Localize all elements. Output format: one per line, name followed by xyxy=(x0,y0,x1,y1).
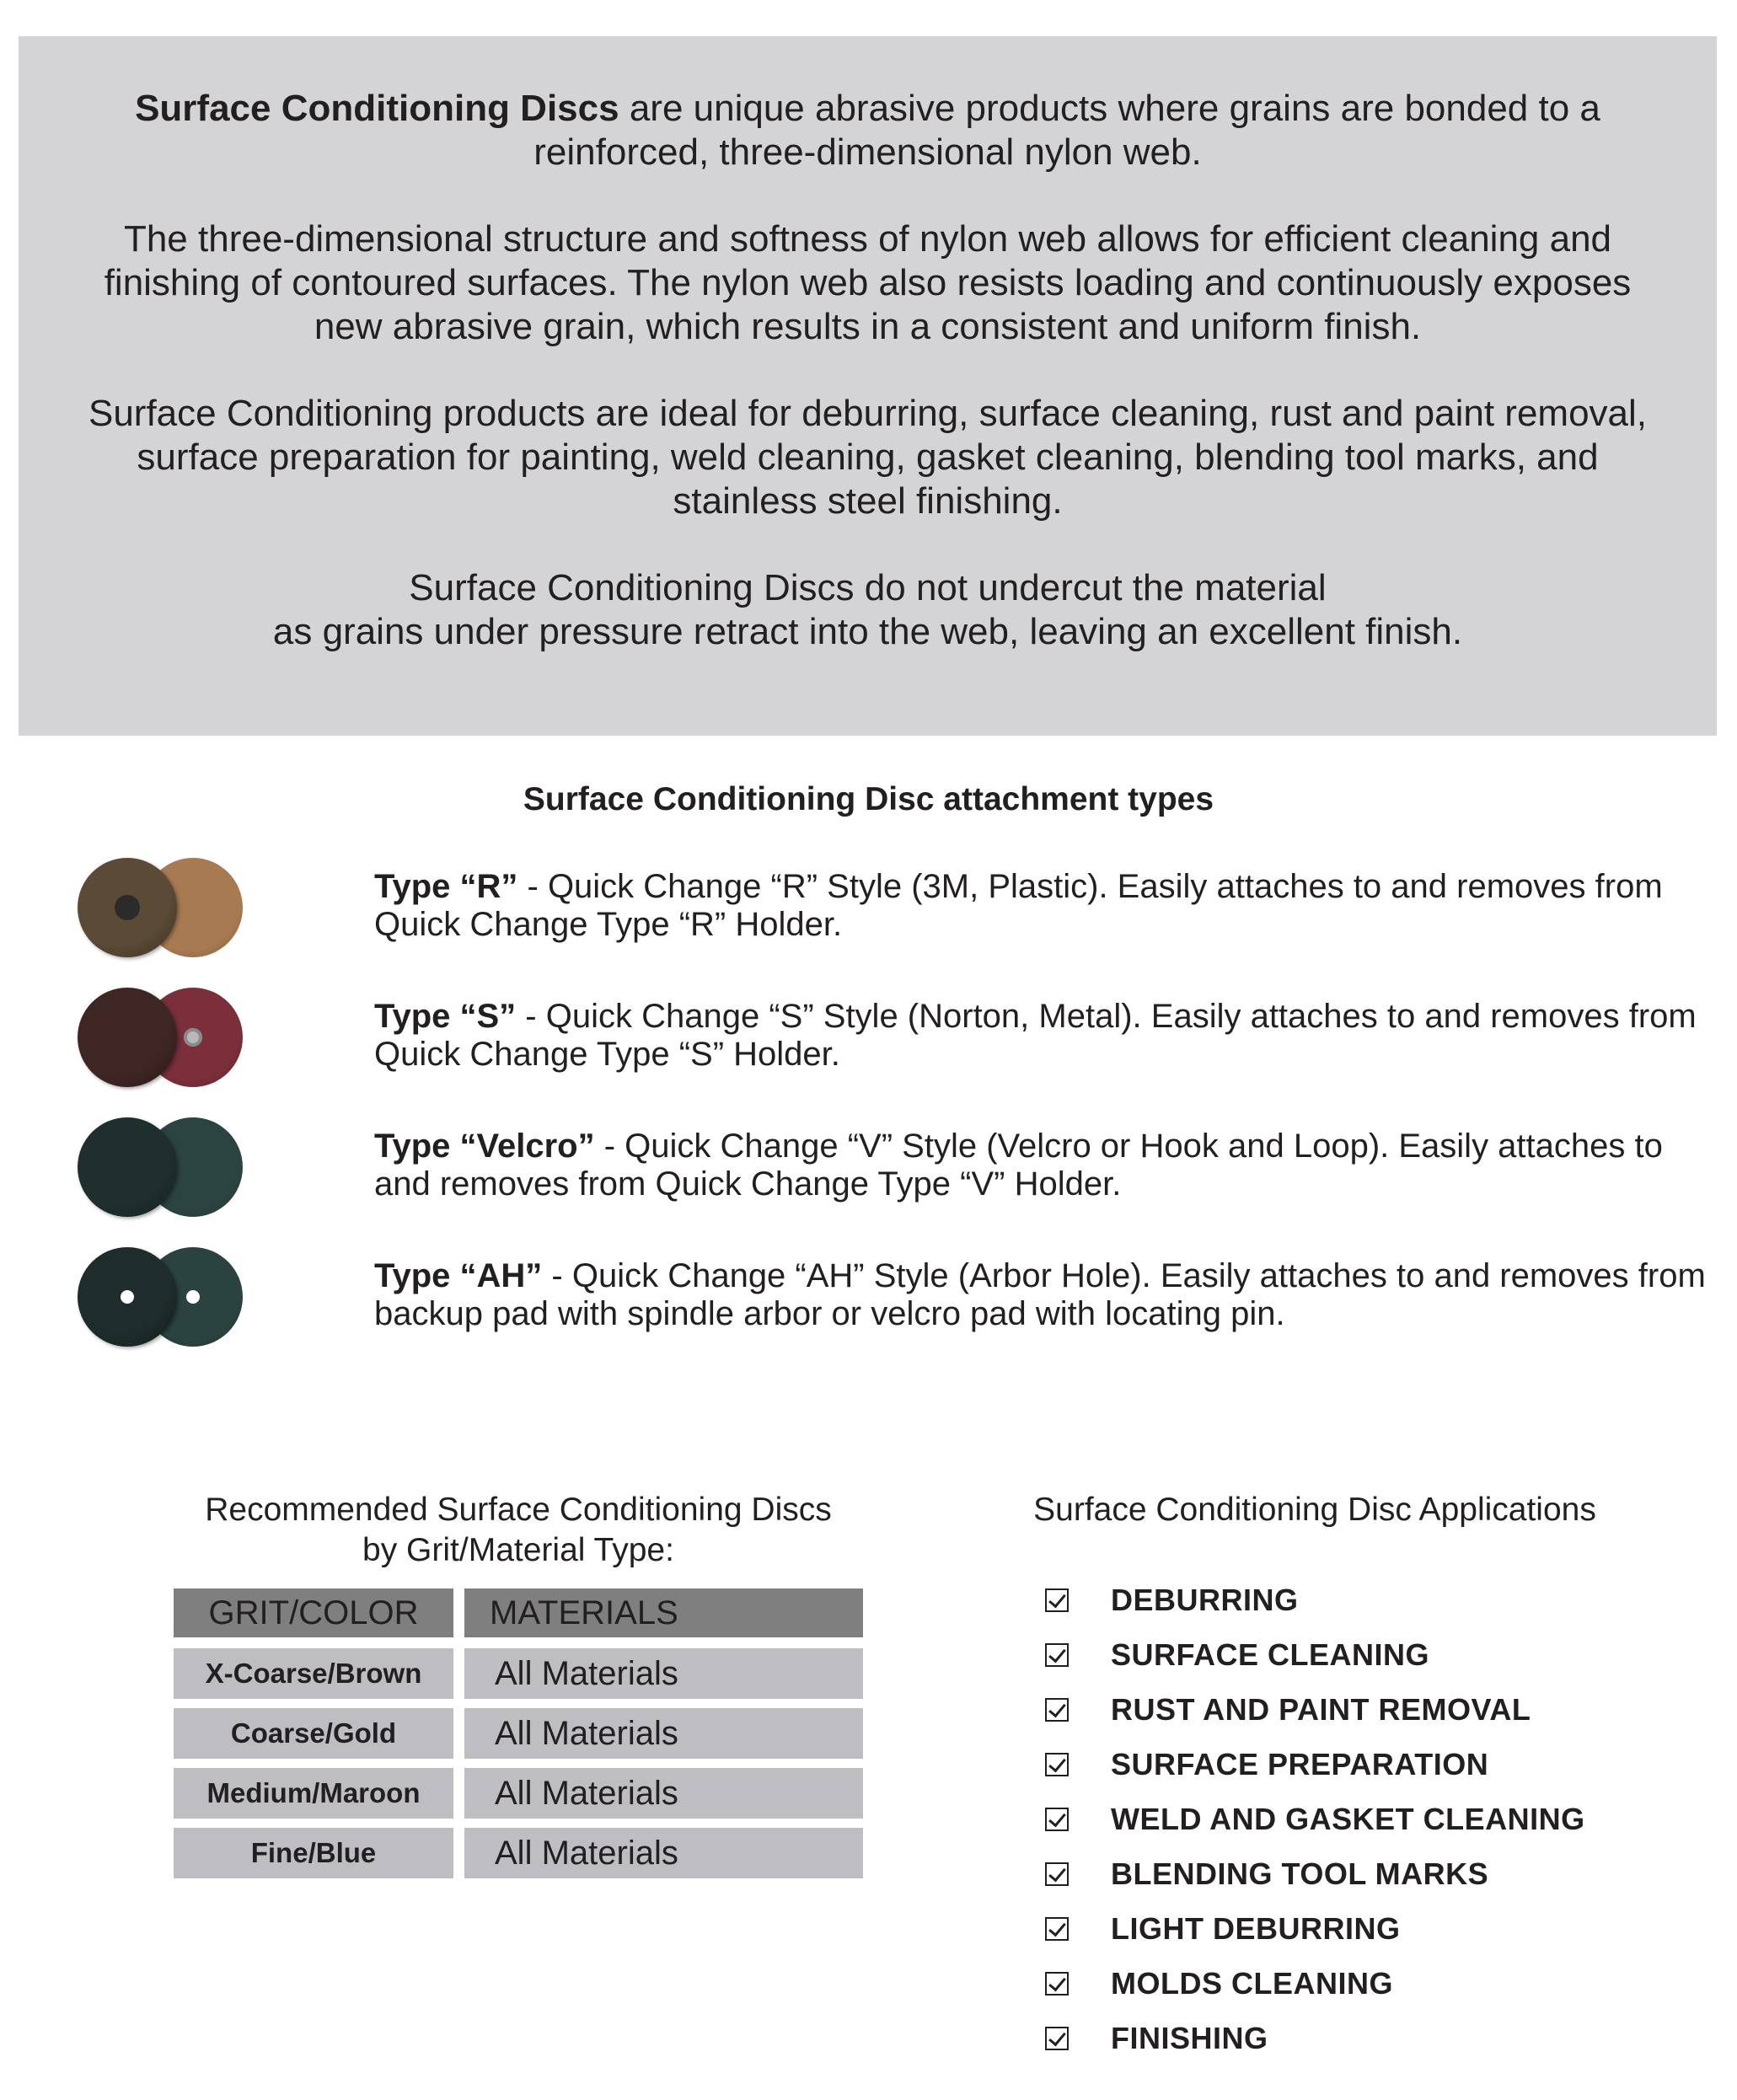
grit-cell: X-Coarse/Brown xyxy=(174,1648,453,1699)
grit-cell: Coarse/Gold xyxy=(174,1708,453,1759)
type-row-velcro xyxy=(0,1111,1737,1229)
recommended-title-line1: Recommended Surface Conditioning Discs xyxy=(205,1492,832,1528)
type-row-r xyxy=(0,851,1737,969)
type-row-ah xyxy=(0,1240,1737,1358)
materials-cell: All Materials xyxy=(464,1828,863,1878)
type-velcro-description xyxy=(374,1128,1706,1203)
application-label: LIGHT DEBURRING xyxy=(1111,1910,1401,1946)
recommended-title xyxy=(131,1490,906,1571)
checkbox-checked-icon xyxy=(1045,1917,1069,1941)
type-r-disc-image xyxy=(78,858,255,959)
grit-cell: Fine/Blue xyxy=(174,1828,453,1878)
header-materials: MATERIALS xyxy=(464,1588,863,1637)
type-velcro-name: Type “Velcro” xyxy=(374,1128,595,1165)
applications-title: Surface Conditioning Disc Applications xyxy=(1033,1492,1596,1528)
table-header-row xyxy=(174,1588,863,1637)
type-row-s xyxy=(0,981,1737,1099)
intro-p1-text: are unique abrasive products where grains are bonded to a reinforced, three-dimensional nylon web. xyxy=(533,88,1600,173)
list-item xyxy=(1045,1682,1702,1737)
type-ah-name: Type “AH” xyxy=(374,1257,543,1294)
materials-cell: All Materials xyxy=(464,1768,863,1819)
disc-front xyxy=(78,858,177,957)
list-item xyxy=(1045,1956,1702,2011)
checkbox-checked-icon xyxy=(1045,1698,1069,1722)
list-item xyxy=(1045,1627,1702,1682)
intro-p4-line1: Surface Conditioning Discs do not undercut the material xyxy=(409,567,1327,608)
intro-paragraph-3: Surface Conditioning products are ideal for deburring, surface cleaning, rust and paint removal, surface preparation for painting, weld cleaning, gasket cleaning, blending tool marks, and stainless steel finishing. xyxy=(88,393,1648,522)
type-r-name: Type “R” xyxy=(374,868,518,905)
type-velcro-text: - Quick Change “V” Style (Velcro or Hook and Loop). Easily attaches to and removes from Quick Change Type “V” Holder. xyxy=(374,1128,1663,1203)
type-r-description xyxy=(374,868,1706,944)
arbor-hole xyxy=(121,1290,134,1304)
application-label: SURFACE PREPARATION xyxy=(1111,1746,1489,1781)
intro-text xyxy=(69,87,1666,654)
type-s-disc-image xyxy=(78,988,255,1089)
application-label: WELD AND GASKET CLEANING xyxy=(1111,1801,1585,1836)
application-label: SURFACE CLEANING xyxy=(1111,1637,1430,1672)
checkbox-checked-icon xyxy=(1045,1808,1069,1831)
checkbox-checked-icon xyxy=(1045,2027,1069,2050)
header-grit: GRIT/COLOR xyxy=(174,1588,453,1637)
disc-front xyxy=(78,1117,177,1217)
type-s-name: Type “S” xyxy=(374,998,517,1035)
type-ah-disc-image xyxy=(78,1247,255,1348)
intro-paragraph-1 xyxy=(69,87,1666,174)
checkbox-checked-icon xyxy=(1045,1862,1069,1886)
materials-cell: All Materials xyxy=(464,1648,863,1699)
grit-cell: Medium/Maroon xyxy=(174,1768,453,1819)
checkbox-checked-icon xyxy=(1045,1753,1069,1776)
list-item xyxy=(1045,1901,1702,1956)
intro-panel xyxy=(19,36,1717,736)
type-ah-description xyxy=(374,1257,1706,1333)
type-ah-text: - Quick Change “AH” Style (Arbor Hole). Easily attaches to and removes from backup pad with spindle arbor or velcro pad with locating pin. xyxy=(374,1257,1706,1332)
arbor-hole xyxy=(186,1290,200,1304)
disc-front xyxy=(78,988,177,1087)
type-s-description xyxy=(374,998,1706,1074)
intro-p4-line2: as grains under pressure retract into the web, leaving an excellent finish. xyxy=(272,611,1463,652)
type-velcro-disc-image xyxy=(78,1117,255,1219)
table-row xyxy=(174,1708,863,1759)
application-label: FINISHING xyxy=(1111,2020,1268,2055)
recommended-title-line2: by Grit/Material Type: xyxy=(362,1532,674,1568)
type-r-text: - Quick Change “R” Style (3M, Plastic). Easily attaches to and removes from Quick Change Type “R” Holder. xyxy=(374,868,1663,943)
application-label: BLENDING TOOL MARKS xyxy=(1111,1856,1489,1891)
application-label: MOLDS CLEANING xyxy=(1111,1965,1393,2001)
intro-paragraph-4 xyxy=(69,566,1666,654)
table-row xyxy=(174,1648,863,1699)
checkbox-checked-icon xyxy=(1045,1643,1069,1667)
list-item xyxy=(1045,1792,1702,1846)
attachment-types-heading: Surface Conditioning Disc attachment types xyxy=(523,781,1214,817)
disc-hub xyxy=(115,895,140,920)
disc-front xyxy=(78,1247,177,1347)
list-item xyxy=(1045,2011,1702,2065)
table-row xyxy=(174,1828,863,1878)
type-s-text: - Quick Change “S” Style (Norton, Metal). Easily attaches to and removes from Quick Change Type “S” Holder. xyxy=(374,998,1697,1073)
disc-hub xyxy=(184,1028,202,1047)
application-label: DEBURRING xyxy=(1111,1582,1299,1617)
intro-bold-term: Surface Conditioning Discs xyxy=(135,88,619,129)
application-label: RUST AND PAINT REMOVAL xyxy=(1111,1691,1531,1727)
list-item xyxy=(1045,1572,1702,1627)
list-item xyxy=(1045,1846,1702,1901)
applications-list xyxy=(1045,1572,1702,2065)
table-row xyxy=(174,1768,863,1819)
grit-material-table xyxy=(174,1588,863,1888)
intro-paragraph-2: The three-dimensional structure and softness of nylon web allows for efficient cleaning and finishing of contoured surfaces. The nylon web also resists loading and continuously exposes new abrasive grain, which results in a consistent and uniform finish. xyxy=(104,218,1632,347)
list-item xyxy=(1045,1737,1702,1792)
checkbox-checked-icon xyxy=(1045,1972,1069,1996)
materials-cell: All Materials xyxy=(464,1708,863,1759)
checkbox-checked-icon xyxy=(1045,1588,1069,1612)
